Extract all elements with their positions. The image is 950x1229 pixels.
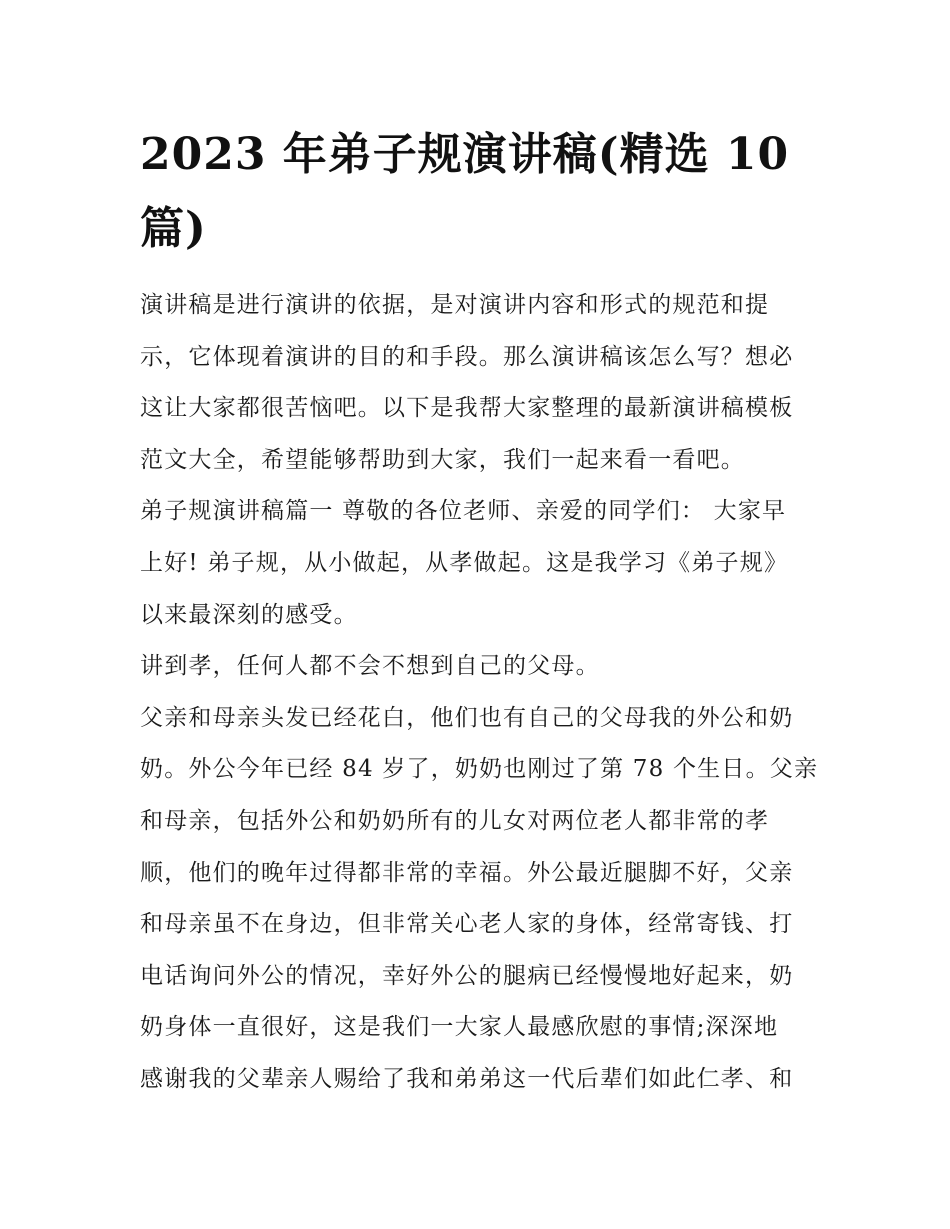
body-line: 演讲稿是进行演讲的依据，是对演讲内容和形式的规范和提 — [140, 292, 770, 318]
document-title — [140, 118, 800, 266]
body-line: 这让大家都很苦恼吧。以下是我帮大家整理的最新演讲稿模板 — [140, 395, 794, 422]
body-line: 示，它体现着演讲的目的和手段。那么演讲稿该怎么写？想必 — [140, 343, 794, 370]
body-line: 和母亲，包括外公和奶奶所有的儿女对两位老人都非常的孝 — [140, 807, 770, 834]
body-line: 奶身体一直很好，这是我们一大家人最感欣慰的事情;深深地 — [140, 1014, 779, 1041]
body-line: 顺，他们的晚年过得都非常的幸福。外公最近腿脚不好，父亲 — [140, 859, 794, 886]
body-line: 父亲和母亲头发已经花白，他们也有自己的父母我的外公和奶 — [140, 704, 794, 731]
document-body — [140, 280, 819, 1106]
body-line: 感谢我的父辈亲人赐给了我和弟弟这一代后辈们如此仁孝、和 — [140, 1065, 794, 1092]
title-line: 2023 年弟子规演讲稿(精选 10 — [140, 129, 790, 180]
body-line: 以来最深刻的感受。 — [140, 601, 358, 628]
body-line: 奶。外公今年已经 84 岁了，奶奶也刚过了第 78 个生日。父亲 — [140, 756, 819, 783]
title-line: 篇) — [140, 203, 207, 254]
body-line: 讲到孝，任何人都不会不想到自己的父母。 — [140, 653, 600, 680]
body-line: 上好! 弟子规，从小做起，从孝做起。这是我学习《弟子规》 — [140, 549, 789, 576]
body-line: 范文大全，希望能够帮助到大家，我们一起来看一看吧。 — [140, 446, 745, 473]
body-line: 电话询问外公的情况，幸好外公的腿病已经慢慢地好起来，奶 — [140, 962, 794, 989]
body-line: 弟子规演讲稿篇一 尊敬的各位老师、亲爱的同学们： 大家早 — [140, 498, 787, 525]
body-line: 和母亲虽不在身边，但非常关心老人家的身体，经常寄钱、打 — [140, 911, 794, 938]
